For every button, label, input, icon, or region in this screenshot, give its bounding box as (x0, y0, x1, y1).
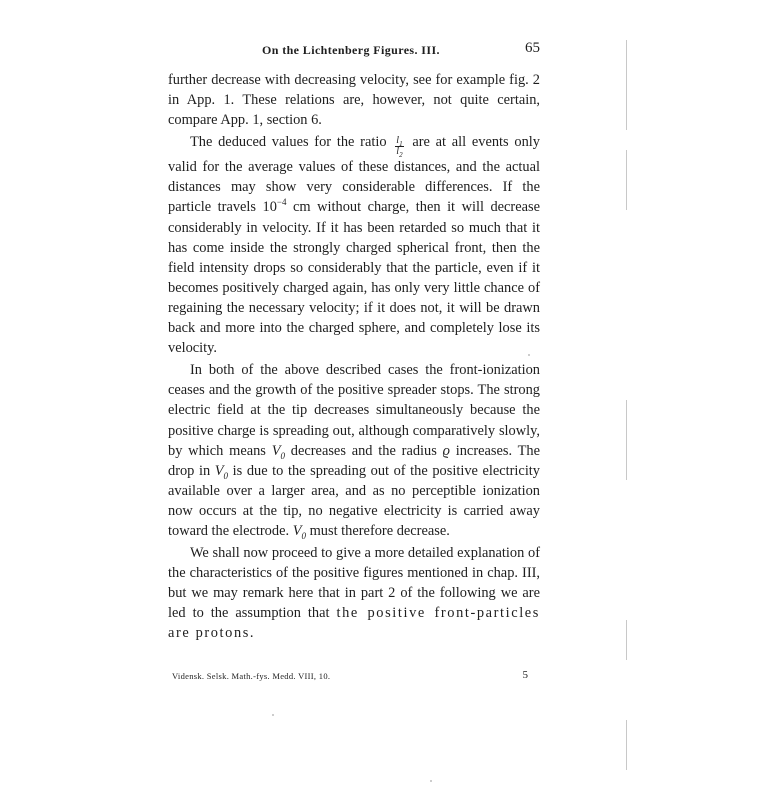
exponent: −4 (276, 197, 287, 208)
paragraph-1: further decrease with decreasing velocity, see for example fig. 2 in App. 1. These relations are, however, not quite certain, compare App. 1, section 6. (168, 72, 540, 129)
body-text (168, 70, 540, 644)
scan-edge-line (626, 150, 627, 210)
scan-edge-line (626, 720, 627, 770)
scan-edge-line (626, 40, 627, 130)
scan-speck (528, 354, 530, 356)
paragraph-2: The deduced values for the ratio $\frac{l_1}{l_2}$ are at all events only valid for the average values of these distances, and the actual distances may show very considerable differences. If the particle travels $10^{-4}$ cm without charge, then it will decrease considerably in velocity. If it has been retarded so much that it has come inside the strongly charged spherical front, then the field intensity drops so considerably that the particle, even if it becomes positively charged again, has only very little chance of regaining the necessary velocity; if it does not, it will be drawn back and more into the charged sphere, and completely lose its velocity. (168, 134, 540, 357)
scan-edge-line (626, 400, 627, 480)
scan-edge-line (626, 620, 627, 660)
emphasized-conclusion: the positive front-particles are protons. (168, 605, 540, 642)
paragraph-4: We shall now proceed to give a more detailed explanation of the characteristics of the positive figures mentioned in chap. III, but we may remark here that in part 2 of the following we are led to the assumption that the positive front-particles are protons. (168, 545, 540, 642)
symbol-v0: $V_0$ (292, 522, 306, 541)
signature-mark: 5 (522, 669, 528, 681)
running-title: On the Lichtenberg Figures. III. (262, 43, 440, 57)
page-number: 65 (525, 40, 540, 56)
paragraph-3: In both of the above described cases the front-ionization ceases and the growth of the positive spreader stops. The strong electric field at the tip decreases simultaneously because the positive charge is spreading out, although comparatively slowly, by which means $V_0$ decreases and the radius ϱ increases. The drop in $V_0$ is due to the spreading out of the positive electricity available over a larger area, and as no perceptible ionization now occurs at the tip, no negative electricity is carried away toward the electrode. $V_0$ must therefore decrease. (168, 362, 541, 541)
symbol-v0: $V_0$ (271, 442, 285, 461)
symbol-v0: $V_0$ (214, 462, 229, 481)
scan-speck (272, 714, 274, 716)
scan-speck (430, 780, 432, 782)
journal-reference: Vidensk. Selsk. Math.-fys. Medd. VIII, 10. (172, 671, 331, 681)
page-header (168, 40, 540, 60)
symbol-rho: ϱ (442, 442, 450, 459)
page-footer (172, 669, 528, 683)
ratio-fraction: $\frac{l_1}{l_2}$ (396, 135, 403, 160)
